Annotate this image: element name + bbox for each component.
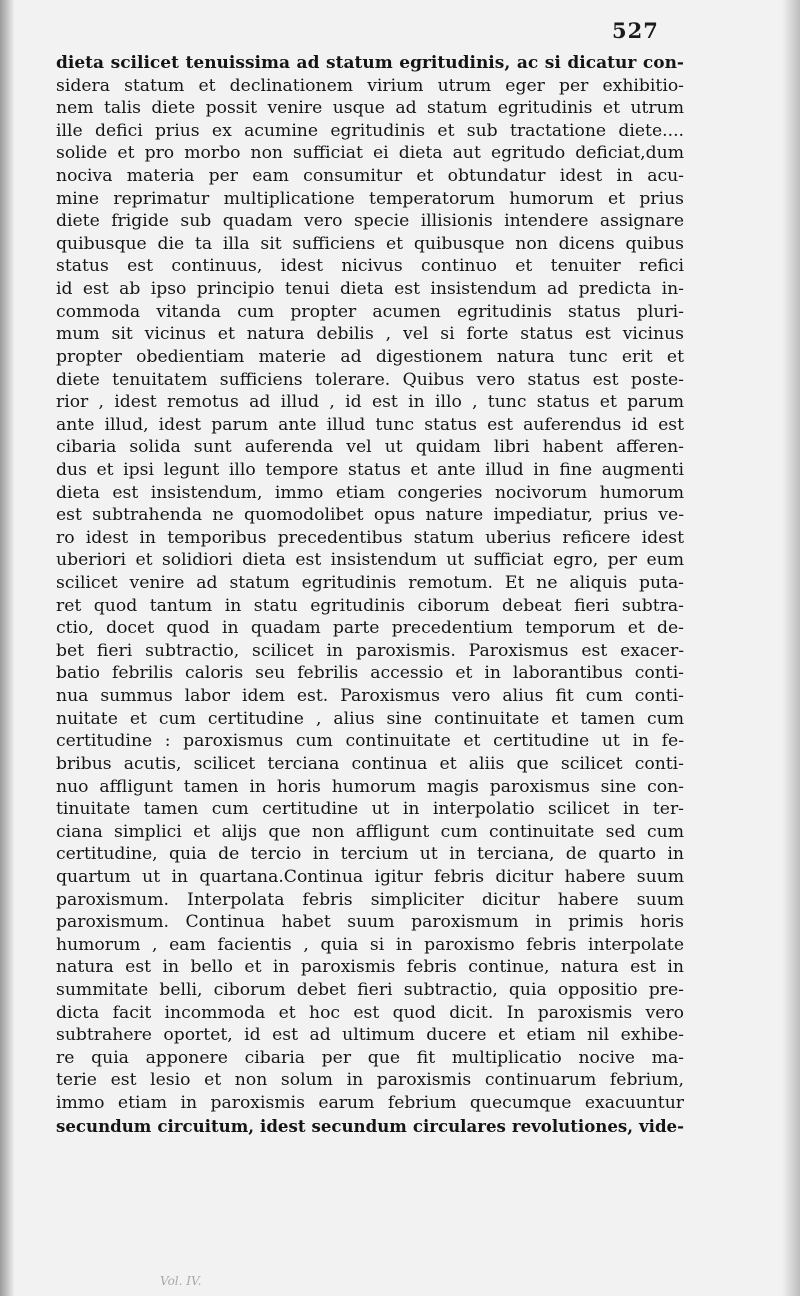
text-line: tinuitate tamen cum certitudine ut in interpolatio scilicet in ter- — [56, 799, 684, 820]
text-line: certitudine, quia de tercio in tercium ut in terciana, de quarto in — [56, 844, 684, 865]
text-line: paroxismum. Interpolata febris simpliciter dicitur habere suum — [56, 889, 684, 910]
text-line: nem talis diete possit venire usque ad statum egritudinis et utrum — [56, 98, 684, 119]
text-body — [56, 52, 684, 1137]
text-line: ille defici prius ex acumine egritudinis et sub tractatione diete.... — [56, 120, 684, 141]
text-line: quartum ut in quartana.Continua igitur febris dicitur habere suum — [56, 866, 684, 887]
text-line: ante illud, idest parum ante illud tunc status est auferendus id est — [56, 414, 684, 435]
text-line: uberiori et solidiori dieta est insistendum ut sufficiat egro, per eum — [56, 550, 684, 571]
text-line: propter obedientiam materie ad digestionem natura tunc erit et — [56, 346, 684, 367]
text-line: ro idest in temporibus precedentibus statum uberius reficere idest — [56, 527, 684, 548]
text-line: certitudine : paroxismus cum continuitate et certitudine ut in fe- — [56, 731, 684, 752]
text-line: natura est in bello et in paroxismis febris continue, natura est in — [56, 957, 684, 978]
text-line: quibusque die ta illa sit sufficiens et quibusque non dicens quibus — [56, 233, 684, 254]
text-line: dicta facit incommoda et hoc est quod dicit. In paroxismis vero — [56, 1002, 684, 1023]
text-line: secundum circuitum, idest secundum circulares revolutiones, vide- — [56, 1115, 684, 1136]
text-line: diete tenuitatem sufficiens tolerare. Quibus vero status est poste- — [56, 369, 684, 390]
text-line: humorum , eam facientis , quia si in paroxismo febris interpolate — [56, 934, 684, 955]
text-line: bribus acutis, scilicet terciana continua et aliis que scilicet conti- — [56, 753, 684, 774]
text-line: ciana simplici et alijs que non affligunt cum continuitate sed cum — [56, 821, 684, 842]
text-line: mum sit vicinus et natura debilis , vel si forte status est vicinus — [56, 324, 684, 345]
text-line: scilicet venire ad statum egritudinis remotum. Et ne aliquis puta- — [56, 573, 684, 594]
text-line: batio febrilis caloris seu febrilis accessio et in laborantibus conti- — [56, 663, 684, 684]
text-line: summitate belli, ciborum debet fieri subtractio, quia oppositio pre- — [56, 979, 684, 1000]
text-line: bet fieri subtractio, scilicet in paroxismis. Paroxismus est exacer- — [56, 640, 684, 661]
text-line: cibaria solida sunt auferenda vel ut quidam libri habent afferen- — [56, 437, 684, 458]
text-line: nua summus labor idem est. Paroxismus vero alius fit cum conti- — [56, 686, 684, 707]
text-line: dieta scilicet tenuissima ad statum egritudinis, ac si dicatur con- — [56, 53, 684, 73]
text-line: subtrahere oportet, id est ad ultimum ducere et etiam nil exhibe- — [56, 1025, 684, 1046]
text-line: nuo affligunt tamen in horis humorum magis paroxismus sine con- — [56, 776, 684, 797]
text-line: diete frigide sub quadam vero specie illisionis intendere assignare — [56, 211, 684, 232]
text-line: immo etiam in paroxismis earum febrium quecumque exacuuntur — [56, 1093, 684, 1114]
text-line: dus et ipsi legunt illo tempore status et ante illud in fine augmenti — [56, 459, 684, 480]
text-line: nuitate et cum certitudine , alius sine continuitate et tamen cum — [56, 708, 684, 729]
text-line: ctio, docet quod in quadam parte precedentium temporum et de- — [56, 618, 684, 639]
page-number: 527 — [612, 18, 659, 43]
text-line: sidera statum et declinationem virium utrum eger per exhibitio- — [56, 75, 684, 96]
text-line: solide et pro morbo non sufficiat ei dieta aut egritudo deficiat,dum — [56, 143, 684, 164]
text-line: terie est lesio et non solum in paroxismis continuarum febrium, — [56, 1070, 684, 1091]
text-line: commoda vitanda cum propter acumen egritudinis status pluri- — [56, 301, 684, 322]
text-line: rior , idest remotus ad illud , id est in illo , tunc status et parum — [56, 392, 684, 413]
text-line: id est ab ipso principio tenui dieta est insistendum ad predicta in- — [56, 279, 684, 300]
text-line: est subtrahenda ne quomodolibet opus nature impediatur, prius ve- — [56, 505, 684, 526]
text-line: re quia apponere cibaria per que fit multiplicatio nocive ma- — [56, 1047, 684, 1068]
text-line: ret quod tantum in statu egritudinis ciborum debeat fieri subtra- — [56, 595, 684, 616]
text-line: dieta est insistendum, immo etiam congeries nocivorum humorum — [56, 482, 684, 503]
text-line: status est continuus, idest nicivus continuo et tenuiter refici — [56, 256, 684, 277]
text-line: mine reprimatur multiplicatione temperatorum humorum et prius — [56, 188, 684, 209]
text-line: nociva materia per eam consumitur et obtundatur idest in acu- — [56, 166, 684, 187]
footer-mark: Vol. IV. — [160, 1274, 202, 1288]
text-line: paroxismum. Continua habet suum paroxismum in primis horis — [56, 912, 684, 933]
